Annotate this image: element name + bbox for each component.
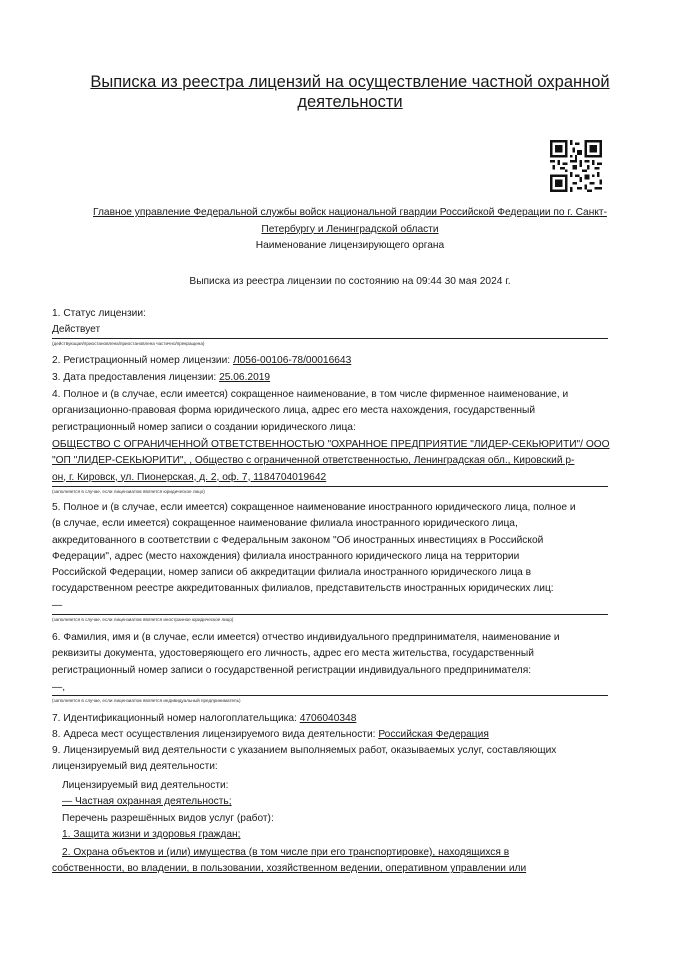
foreign-branch-caption: (заполняется в случае, если лицензиатом является иностранное юридическое лицо): [52, 617, 234, 622]
activity-description: [52, 743, 556, 776]
inn-row: [52, 711, 356, 728]
service-item-2: [52, 845, 527, 878]
activity-type-label: Лицензируемый вид деятельности:: [62, 780, 229, 791]
authority-name-line: Петербургу и Ленинградской области: [261, 223, 439, 235]
entrepreneur-underline: [52, 695, 608, 696]
issue-date-value: 25.06.2019: [219, 372, 271, 383]
text-line: 2. Охрана объектов и (или) имущества (в том числе при его транспортировке), находящихся в: [62, 847, 510, 858]
reg-number-value: Л056-00106-78/00016643: [232, 355, 352, 366]
status-underline: [52, 338, 608, 339]
text-line: Федерации", адрес (место нахождения) филиала иностранного юридического лица на территории: [52, 550, 520, 562]
status-label: 1. Статус лицензии:: [52, 308, 146, 319]
text-line: аккредитованного в соответствии с Федеральным законом "Об иностранных инвестициях в Российской: [52, 534, 544, 546]
legal-entity-description: [52, 387, 568, 436]
text-line: государственном реестре аккредитованных филиалов, представительств иностранных юридических лиц:: [52, 583, 554, 595]
addresses-row: [52, 727, 489, 744]
authority-caption: Наименование лицензирующего органа: [255, 240, 445, 251]
text-line: 6. Фамилия, имя и (в случае, если имеется) отчество индивидуального предпринимателя, наименование и: [52, 632, 560, 643]
legal-entity-value: [52, 437, 610, 486]
text-line: (в случае, если имеется) сокращенное наименование филиала иностранного юридического лица,: [52, 518, 518, 530]
text-line: "ОП "ЛИДЕР-СЕКЬЮРИТИ", , Общество с ограниченной ответственностью, Ленинградская обл., Кировский р-: [52, 455, 575, 467]
legal-entity-underline: [52, 486, 608, 487]
document-title: [40, 72, 660, 112]
text-line: ОБЩЕСТВО С ОГРАНИЧЕННОЙ ОТВЕТСТВЕННОСТЬЮ "ОХРАННОЕ ПРЕДПРИЯТИЕ "ЛИДЕР-СЕКЬЮРИТИ"/ ООО: [52, 439, 610, 450]
text-line: 4. Полное и (в случае, если имеется) сокращенное наименование, в том числе фирменное наименование, и: [52, 389, 569, 400]
services-label: Перечень разрешённых видов услуг (работ):: [62, 813, 274, 824]
service-item-1: 1. Защита жизни и здоровья граждан;: [62, 829, 241, 840]
issue-date-row: [52, 370, 270, 387]
legal-entity-caption: (заполняется в случае, если лицензиатом является юридическое лицо): [52, 489, 205, 494]
text-line: Российской Федерации, номер записи об аккредитации филиала иностранного юридического лица в: [52, 567, 532, 579]
entrepreneur-caption: (заполняется в случае, если лицензиатом является индивидуальный предприниматель): [52, 698, 241, 703]
text-line: 5. Полное и (в случае, если имеется) сокращенное наименование иностранного юридического лица, полное и: [52, 502, 576, 513]
addresses-label: 8. Адреса мест осуществления лицензируемого вида деятельности:: [52, 729, 379, 740]
entrepreneur-value: —,: [52, 682, 66, 693]
text-line: лицензируемый вид деятельности:: [52, 761, 218, 773]
text-line: регистрационный номер записи о создании юридического лица:: [52, 421, 356, 433]
reg-number-label: 2. Регистрационный номер лицензии:: [52, 355, 233, 366]
reg-number-row: [52, 353, 351, 370]
inn-value: 4706040348: [299, 713, 357, 724]
statement-date: Выписка из реестра лицензии по состоянию на 09:44 30 мая 2024 г.: [189, 276, 511, 287]
status-caption: (действующая/приостановлена/приостановлена частично/прекращена): [52, 341, 205, 346]
title-line: Выписка из реестра лицензий на осуществление частной охранной: [90, 73, 610, 91]
title-line: деятельности: [297, 93, 403, 111]
inn-label: 7. Идентификационный номер налогоплательщика:: [52, 713, 300, 724]
authority-name-line: Главное управление Федеральной службы войск национальной гвардии Российской Федерации по г. Санкт-: [93, 207, 607, 218]
activity-type-value: — Частная охранная деятельность;: [62, 796, 232, 807]
licensing-authority: [50, 205, 650, 255]
text-line: собственности, во владении, в пользовании, хозяйственном ведении, оперативном управлении или: [52, 863, 527, 875]
text-line: регистрационный номер записи о государственной регистрации индивидуального предпринимателя:: [52, 664, 532, 676]
text-line: он, г. Кировск, ул. Пионерская, д. 2, оф. 7, 1184704019642: [52, 471, 327, 483]
foreign-branch-value: —: [52, 600, 63, 611]
text-line: организационно-правовая форма юридического лица, адрес его места нахождения, государственный: [52, 405, 536, 417]
text-line: 9. Лицензируемый вид деятельности с указанием выполняемых работ, оказываемых услуг, составляющих: [52, 745, 557, 756]
foreign-branch-description: [52, 500, 576, 598]
qr-code-icon: [550, 140, 602, 192]
status-value: Действует: [52, 324, 101, 335]
text-line: реквизиты документа, удостоверяющего его личность, адрес его места жительства, государственный: [52, 648, 534, 660]
issue-date-label: 3. Дата предоставления лицензии:: [52, 372, 220, 383]
entrepreneur-description: [52, 630, 560, 679]
foreign-branch-underline: [52, 614, 608, 615]
addresses-value: Российская Федерация: [378, 729, 489, 740]
